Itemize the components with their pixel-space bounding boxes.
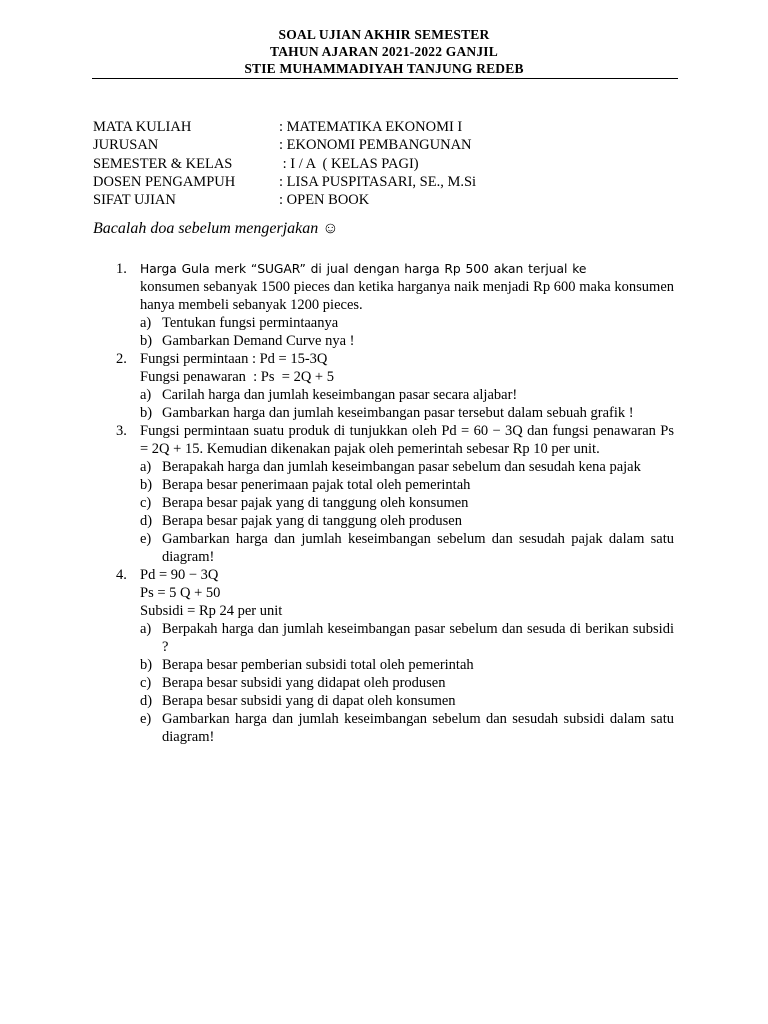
question-text [140, 260, 674, 314]
sub-question [140, 404, 674, 422]
sub-question [140, 512, 674, 530]
exam-title: SOAL UJIAN AKHIR SEMESTER [278, 27, 490, 42]
exam-header [0, 26, 768, 77]
info-label: MATA KULIAH [93, 119, 192, 135]
sub-question [140, 530, 674, 566]
sub-question-label: a) [140, 315, 152, 331]
supply-function: Ps = 5 Q + 50 [140, 585, 221, 601]
sub-question [140, 476, 674, 494]
institution-name: STIE MUHAMMADIYAH TANJUNG REDEB [244, 61, 524, 76]
sub-question-label: b) [140, 333, 153, 349]
question-number: 3. [116, 423, 127, 439]
sub-question-label: c) [140, 675, 152, 691]
sub-question-text: Berpakah harga dan jumlah keseimbangan pasar sebelum dan sesuda di berikan subsidi ? [162, 621, 674, 655]
sub-question-label: e) [140, 711, 152, 727]
sub-question [140, 386, 674, 404]
sub-question-label: a) [140, 459, 152, 475]
subsidy-amount: Subsidi = Rp 24 per unit [140, 603, 283, 619]
info-value: : LISA PUSPITASARI, SE., M.Si [279, 173, 477, 190]
sub-question-text: Gambarkan harga dan jumlah keseimbangan sebelum dan sesudah subsidi dalam satu diagram! [162, 711, 674, 745]
info-label: SIFAT UJIAN [93, 192, 176, 209]
sub-question-label: b) [140, 477, 153, 493]
sub-question-text: Berapa besar pajak yang di tanggung oleh konsumen [162, 495, 469, 511]
sub-question-label: b) [140, 405, 153, 421]
info-value: : MATEMATIKA EKONOMI I [279, 119, 463, 135]
sub-question [140, 674, 674, 692]
question-list [0, 260, 768, 746]
academic-year: TAHUN AJARAN 2021-2022 GANJIL [270, 44, 498, 59]
sub-question-text: Berapa besar pemberian subsidi total oleh pemerintah [162, 657, 474, 673]
info-label: SEMESTER & KELAS [93, 155, 233, 172]
header-divider [92, 78, 678, 79]
prayer-note: Bacalah doa sebelum mengerjakan ☺ [93, 220, 339, 237]
info-value: : EKONOMI PEMBANGUNAN [279, 137, 472, 154]
sub-question-label: e) [140, 531, 152, 547]
sub-question-label: a) [140, 621, 152, 637]
question-2 [116, 350, 674, 422]
question-1 [116, 260, 674, 350]
sub-question [140, 710, 674, 746]
demand-function: Fungsi permintaan : Pd = 15-3Q [140, 351, 328, 367]
sub-question-text: Berapa besar subsidi yang di dapat oleh konsumen [162, 693, 456, 709]
question-number: 1. [116, 261, 127, 277]
question-4 [116, 566, 674, 746]
question-3 [116, 422, 674, 566]
question-text [140, 350, 674, 386]
sub-question [140, 620, 674, 656]
sub-question-label: b) [140, 657, 153, 673]
sub-question-text: Berapa besar pajak yang di tanggung oleh produsen [162, 513, 462, 529]
supply-function: Fungsi penawaran : Ps = 2Q + 5 [140, 369, 334, 385]
sub-question-text: Tentukan fungsi permintaanya [162, 315, 339, 331]
sub-question-text: Berapa besar penerimaan pajak total oleh pemerintah [162, 477, 471, 493]
sub-question-text: Gambarkan Demand Curve nya ! [162, 333, 355, 349]
sub-question [140, 314, 674, 332]
sub-question [140, 692, 674, 710]
sub-question [140, 458, 674, 476]
question-number: 4. [116, 567, 127, 583]
sub-question-text: Carilah harga dan jumlah keseimbangan pasar secara aljabar! [162, 387, 518, 403]
sub-question-text: Berapakah harga dan jumlah keseimbangan pasar sebelum dan sesudah kena pajak [162, 459, 641, 475]
sub-question-label: d) [140, 513, 153, 529]
sub-question-label: d) [140, 693, 153, 709]
question-text-line: Harga Gula merk “SUGAR” di jual dengan harga Rp 500 akan terjual ke [140, 262, 587, 276]
sub-question [140, 332, 674, 350]
info-label: DOSEN PENGAMPUH [93, 173, 236, 190]
info-label: JURUSAN [93, 137, 159, 154]
question-text: Fungsi permintaan suatu produk di tunjukkan oleh Pd = 60 − 3Q dan fungsi penawaran Ps = 2Q + 15. Kemudian dikenakan pajak oleh pemerintah sebesar Rp 10 per unit. [140, 423, 674, 457]
sub-question-label: a) [140, 387, 152, 403]
sub-question-text: Gambarkan harga dan jumlah keseimbangan pasar tersebut dalam sebuah grafik ! [162, 405, 634, 421]
sub-question-text: Berapa besar subsidi yang didapat oleh produsen [162, 675, 446, 691]
demand-function: Pd = 90 − 3Q [140, 567, 219, 583]
sub-question [140, 494, 674, 512]
sub-question [140, 656, 674, 674]
info-value: : I / A ( KELAS PAGI) [279, 155, 419, 172]
question-text-body: konsumen sebanyak 1500 pieces dan ketika harganya naik menjadi Rp 600 maka konsumen hanya membeli sebanyak 1200 pieces. [140, 279, 674, 313]
question-text [140, 566, 674, 620]
sub-question-text: Gambarkan harga dan jumlah keseimbangan sebelum dan sesudah pajak dalam satu diagram! [162, 531, 674, 565]
info-value: : OPEN BOOK [279, 192, 370, 209]
sub-question-label: c) [140, 495, 152, 511]
question-number: 2. [116, 351, 127, 367]
